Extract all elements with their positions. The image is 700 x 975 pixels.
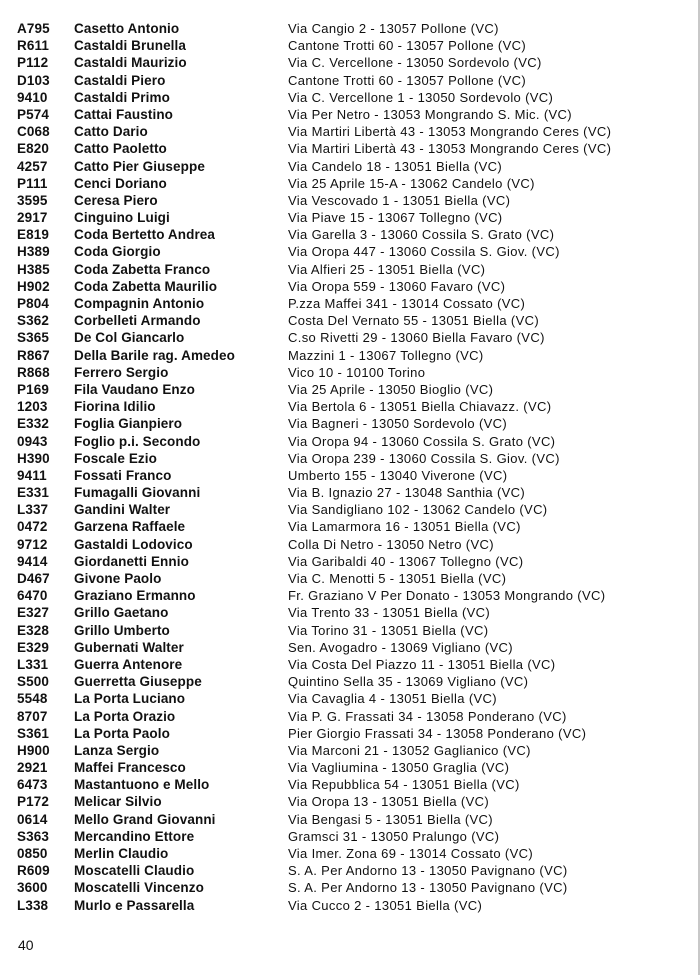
entry-address: P.zza Maffei 341 - 13014 Cossato (VC) <box>288 296 526 311</box>
entry-address: Via C. Vercellone - 13050 Sordevolo (VC) <box>288 55 542 71</box>
directory-entry <box>0 54 700 71</box>
directory-entry <box>0 690 700 707</box>
entry-name: Catto Paoletto <box>74 141 167 157</box>
entry-name: Castaldi Brunella <box>74 38 186 54</box>
entry-name: Coda Giorgio <box>74 244 161 260</box>
entry-address: Via Oropa 13 - 13051 Biella (VC) <box>288 794 490 810</box>
entry-address: Via B. Ignazio 27 - 13048 Santhia (VC) <box>288 485 526 501</box>
directory-entry <box>0 879 700 896</box>
directory-entry <box>0 793 700 810</box>
entry-code: S361 <box>17 725 49 741</box>
entry-name: Gandini Walter <box>74 502 171 518</box>
entry-code: 6473 <box>17 777 48 793</box>
directory-entry <box>0 759 700 776</box>
directory-entry <box>0 175 700 192</box>
entry-code: R867 <box>17 347 50 363</box>
entry-code: H902 <box>17 278 50 294</box>
entry-code: R868 <box>17 364 50 380</box>
entry-address: Via Cucco 2 - 13051 Biella (VC) <box>288 897 483 913</box>
directory-entry <box>0 295 700 312</box>
directory-entry <box>0 158 700 175</box>
entry-address: Via Sandigliano 102 - 13062 Candelo (VC) <box>288 502 548 518</box>
directory-entry <box>0 192 700 209</box>
entry-code: 0850 <box>17 846 48 861</box>
directory-entry <box>0 501 700 518</box>
entry-address: S. A. Per Andorno 13 - 13050 Pavignano (VC) <box>288 863 568 879</box>
entry-code: E331 <box>17 485 49 501</box>
entry-address: Umberto 155 - 13040 Viverone (VC) <box>288 467 508 483</box>
entry-name: Fossati Franco <box>74 467 172 483</box>
directory-entry <box>0 72 700 89</box>
directory-entry <box>0 415 700 432</box>
directory-entry <box>0 604 700 621</box>
entry-name: Cenci Doriano <box>74 175 167 191</box>
directory-entry <box>0 845 700 862</box>
directory-entry <box>0 639 700 656</box>
directory-entry <box>0 536 700 553</box>
directory-entry <box>0 862 700 879</box>
entry-name: Gubernati Walter <box>74 639 184 655</box>
entry-address: Via Costa Del Piazzo 11 - 13051 Biella (VC) <box>288 656 556 672</box>
entry-code: D103 <box>17 72 50 88</box>
entry-address: Via Lamarmora 16 - 13051 Biella (VC) <box>288 519 521 535</box>
directory-entry <box>0 398 700 415</box>
directory-entry <box>0 622 700 639</box>
directory-entry <box>0 89 700 106</box>
entry-address: Via Torino 31 - 13051 Biella (VC) <box>288 622 489 638</box>
entry-code: 0472 <box>17 519 48 535</box>
entry-name: Cattai Faustino <box>74 106 174 122</box>
directory-entry <box>0 450 700 467</box>
entry-name: Coda Bertetto Andrea <box>74 227 216 243</box>
entry-code: E329 <box>17 639 49 655</box>
entry-address: Fr. Graziano V Per Donato - 13053 Mongrando (VC) <box>288 588 606 604</box>
entry-code: H390 <box>17 450 50 466</box>
entry-address: Costa Del Vernato 55 - 13051 Biella (VC) <box>288 313 540 329</box>
entry-address: Via Imer. Zona 69 - 13014 Cossato (VC) <box>288 846 534 861</box>
entry-code: 3600 <box>17 880 48 896</box>
entry-name: Castaldi Piero <box>74 72 166 88</box>
entry-code: P172 <box>17 794 49 810</box>
directory-list <box>0 20 700 914</box>
entry-address: C.so Rivetti 29 - 13060 Biella Favaro (VC) <box>288 330 545 346</box>
entry-address: Via Cangio 2 - 13057 Pollone (VC) <box>288 21 499 36</box>
entry-name: Cinguino Luigi <box>74 210 170 226</box>
directory-entry <box>0 484 700 501</box>
entry-name: Castaldi Primo <box>74 89 170 105</box>
entry-address: Via Martiri Libertà 43 - 13053 Mongrando Ceres (VC) <box>288 124 612 140</box>
entry-address: Gramsci 31 - 13050 Pralungo (VC) <box>288 828 500 844</box>
page-number: 40 <box>18 937 34 953</box>
entry-name: Melicar Silvio <box>74 794 162 810</box>
entry-address: Mazzini 1 - 13067 Tollegno (VC) <box>288 347 484 363</box>
entry-code: P169 <box>17 381 49 397</box>
directory-entry <box>0 776 700 793</box>
directory-entry <box>0 312 700 329</box>
entry-name: La Porta Orazio <box>74 708 176 724</box>
directory-entry <box>0 106 700 123</box>
entry-address: Via C. Vercellone 1 - 13050 Sordevolo (VC) <box>288 89 554 105</box>
directory-entry <box>0 467 700 484</box>
entry-name: Garzena Raffaele <box>74 519 186 535</box>
directory-entry <box>0 518 700 535</box>
entry-code: R609 <box>17 863 50 879</box>
directory-entry <box>0 897 700 914</box>
entry-code: 6470 <box>17 588 48 604</box>
entry-address: Pier Giorgio Frassati 34 - 13058 Ponderano (VC) <box>288 725 587 741</box>
entry-code: E819 <box>17 227 49 243</box>
directory-entry <box>0 811 700 828</box>
entry-code: 5548 <box>17 691 48 707</box>
entry-name: La Porta Paolo <box>74 725 170 741</box>
directory-entry <box>0 261 700 278</box>
entry-address: S. A. Per Andorno 13 - 13050 Pavignano (VC) <box>288 880 568 896</box>
entry-code: 9411 <box>17 467 47 483</box>
directory-entry <box>0 226 700 243</box>
directory-entry <box>0 329 700 346</box>
entry-address: Via Bagneri - 13050 Sordevolo (VC) <box>288 416 508 432</box>
directory-entry <box>0 570 700 587</box>
entry-address: Cantone Trotti 60 - 13057 Pollone (VC) <box>288 72 527 88</box>
entry-code: 1203 <box>17 399 48 415</box>
entry-address: Via Per Netro - 13053 Mongrando S. Mic. (VC) <box>288 106 572 122</box>
entry-code: C068 <box>17 124 50 140</box>
entry-name: Catto Pier Giuseppe <box>74 158 205 174</box>
entry-name: Mello Grand Giovanni <box>74 811 216 827</box>
entry-code: E332 <box>17 416 49 432</box>
entry-name: Giordanetti Ennio <box>74 553 189 569</box>
entry-name: Ceresa Piero <box>74 192 158 208</box>
directory-entry <box>0 243 700 260</box>
entry-address: Via Trento 33 - 13051 Biella (VC) <box>288 605 491 621</box>
entry-name: Fila Vaudano Enzo <box>74 381 195 397</box>
directory-entry <box>0 381 700 398</box>
directory-entry <box>0 673 700 690</box>
entry-address: Via Vagliumina - 13050 Graglia (VC) <box>288 760 510 776</box>
directory-entry <box>0 433 700 450</box>
entry-code: 9712 <box>17 536 48 552</box>
entry-code: H385 <box>17 261 50 277</box>
entry-name: La Porta Luciano <box>74 691 186 707</box>
entry-address: Via Bertola 6 - 13051 Biella Chiavazz. (VC) <box>288 399 552 415</box>
entry-address: Via Vescovado 1 - 13051 Biella (VC) <box>288 192 511 208</box>
directory-entry <box>0 278 700 295</box>
entry-code: A795 <box>17 21 50 36</box>
directory-entry <box>0 37 700 54</box>
entry-code: E328 <box>17 622 49 638</box>
entry-name: Grillo Umberto <box>74 622 170 638</box>
entry-code: 0614 <box>17 811 48 827</box>
entry-name: Catto Dario <box>74 124 148 140</box>
entry-name: Grillo Gaetano <box>74 605 169 621</box>
entry-address: Via Oropa 447 - 13060 Cossila S. Giov. (VC) <box>288 244 560 260</box>
entry-address: Sen. Avogadro - 13069 Vigliano (VC) <box>288 639 513 655</box>
directory-entry <box>0 123 700 140</box>
entry-name: De Col Giancarlo <box>74 330 185 346</box>
entry-name: Castaldi Maurizio <box>74 55 187 71</box>
entry-address: Via Martiri Libertà 43 - 13053 Mongrando Ceres (VC) <box>288 141 612 157</box>
entry-address: Via Candelo 18 - 13051 Biella (VC) <box>288 158 503 174</box>
entry-name: Gastaldi Lodovico <box>74 536 193 552</box>
entry-name: Graziano Ermanno <box>74 588 196 604</box>
entry-code: L331 <box>17 656 49 672</box>
entry-name: Fiorina Idilio <box>74 399 156 415</box>
directory-entry <box>0 553 700 570</box>
entry-name: Foscale Ezio <box>74 450 157 466</box>
entry-name: Compagnin Antonio <box>74 296 205 311</box>
entry-address: Via Piave 15 - 13067 Tollegno (VC) <box>288 210 503 226</box>
entry-address: Via Oropa 239 - 13060 Cossila S. Giov. (VC) <box>288 450 560 466</box>
entry-code: 2921 <box>17 760 48 776</box>
entry-address: Via Garella 3 - 13060 Cossila S. Grato (VC) <box>288 227 555 243</box>
entry-address: Colla Di Netro - 13050 Netro (VC) <box>288 536 494 552</box>
entry-code: P804 <box>17 296 49 311</box>
directory-entry <box>0 140 700 157</box>
entry-address: Via Oropa 94 - 13060 Cossila S. Grato (VC) <box>288 433 556 449</box>
entry-code: 2917 <box>17 210 48 226</box>
entry-name: Corbelleti Armando <box>74 313 201 329</box>
entry-address: Via P. G. Frassati 34 - 13058 Ponderano (VC) <box>288 708 567 724</box>
entry-code: P112 <box>17 55 49 71</box>
entry-code: H900 <box>17 742 50 758</box>
entry-address: Via Cavaglia 4 - 13051 Biella (VC) <box>288 691 497 707</box>
directory-entry <box>0 742 700 759</box>
entry-code: 3595 <box>17 192 48 208</box>
entry-name: Casetto Antonio <box>74 21 180 36</box>
entry-code: 4257 <box>17 158 48 174</box>
directory-entry <box>0 209 700 226</box>
entry-name: Maffei Francesco <box>74 760 186 776</box>
entry-name: Lanza Sergio <box>74 742 160 758</box>
entry-name: Mercandino Ettore <box>74 828 195 844</box>
entry-name: Coda Zabetta Maurilio <box>74 278 218 294</box>
directory-entry <box>0 20 700 37</box>
entry-name: Moscatelli Claudio <box>74 863 195 879</box>
entry-code: H389 <box>17 244 50 260</box>
entry-address: Via Marconi 21 - 13052 Gaglianico (VC) <box>288 742 531 758</box>
entry-code: S363 <box>17 828 49 844</box>
entry-address: Via Garibaldi 40 - 13067 Tollegno (VC) <box>288 553 524 569</box>
entry-address: Via C. Menotti 5 - 13051 Biella (VC) <box>288 571 507 586</box>
entry-code: P574 <box>17 106 49 122</box>
entry-address: Via Oropa 559 - 13060 Favaro (VC) <box>288 278 506 294</box>
entry-code: E820 <box>17 141 49 157</box>
entry-code: L337 <box>17 502 49 518</box>
entry-code: E327 <box>17 605 49 621</box>
entry-code: S365 <box>17 330 49 346</box>
entry-name: Guerretta Giuseppe <box>74 674 202 690</box>
entry-address: Via Repubblica 54 - 13051 Biella (VC) <box>288 777 520 793</box>
entry-address: Vico 10 - 10100 Torino <box>288 364 426 380</box>
entry-code: L338 <box>17 897 49 913</box>
entry-code: S500 <box>17 674 49 690</box>
entry-code: 0943 <box>17 433 48 449</box>
entry-address: Quintino Sella 35 - 13069 Vigliano (VC) <box>288 674 529 690</box>
directory-entry <box>0 656 700 673</box>
entry-address: Via Alfieri 25 - 13051 Biella (VC) <box>288 261 486 277</box>
entry-name: Moscatelli Vincenzo <box>74 880 204 896</box>
directory-entry <box>0 725 700 742</box>
entry-code: P111 <box>17 175 48 191</box>
directory-entry <box>0 708 700 725</box>
entry-name: Della Barile rag. Amedeo <box>74 347 235 363</box>
entry-code: 9414 <box>17 553 48 569</box>
entry-code: S362 <box>17 313 49 329</box>
entry-code: D467 <box>17 571 50 586</box>
entry-name: Ferrero Sergio <box>74 364 169 380</box>
directory-entry <box>0 347 700 364</box>
entry-name: Coda Zabetta Franco <box>74 261 211 277</box>
entry-name: Merlin Claudio <box>74 846 169 861</box>
entry-address: Cantone Trotti 60 - 13057 Pollone (VC) <box>288 38 527 54</box>
entry-name: Foglia Gianpiero <box>74 416 183 432</box>
entry-name: Foglio p.i. Secondo <box>74 433 201 449</box>
directory-entry <box>0 364 700 381</box>
entry-name: Guerra Antenore <box>74 656 183 672</box>
entry-name: Murlo e Passarella <box>74 897 195 913</box>
entry-address: Via Bengasi 5 - 13051 Biella (VC) <box>288 811 493 827</box>
directory-entry <box>0 587 700 604</box>
entry-address: Via 25 Aprile 15-A - 13062 Candelo (VC) <box>288 175 535 191</box>
entry-code: 9410 <box>17 89 48 105</box>
directory-entry <box>0 828 700 845</box>
entry-address: Via 25 Aprile - 13050 Bioglio (VC) <box>288 381 494 397</box>
entry-name: Givone Paolo <box>74 571 162 586</box>
entry-code: 8707 <box>17 708 48 724</box>
entry-code: R611 <box>17 38 49 54</box>
entry-name: Fumagalli Giovanni <box>74 485 201 501</box>
entry-name: Mastantuono e Mello <box>74 777 210 793</box>
